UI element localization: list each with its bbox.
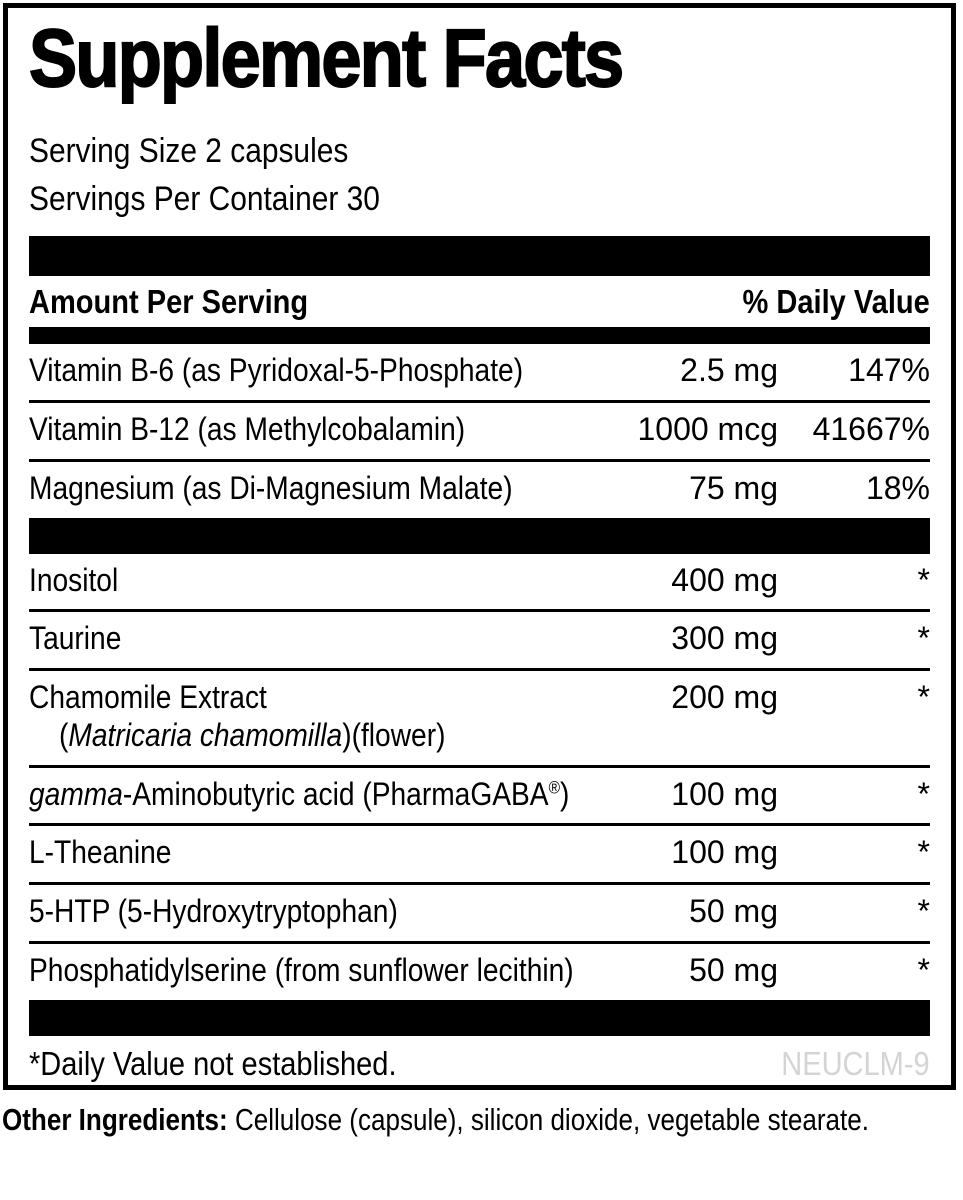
divider-bar-top [29,236,930,276]
page-title [29,13,930,104]
page-title-text: Supplement Facts [29,13,623,104]
serving-size: Serving Size 2 capsules [29,131,349,170]
nutrient-daily-value: 147% [848,352,930,389]
nutrient-amount: 50 mg [689,893,778,930]
servings-per-container: Servings Per Container 30 [29,180,380,219]
nutrient-amount: 400 mg [671,561,778,598]
nutrient-name-segment: Vitamin B-12 (as Methylcobalamin) [29,411,466,448]
divider-bar-bottom [29,1000,930,1036]
nutrient-name-segment: )(flower) [342,716,446,753]
nutrient-amount: 100 mg [671,775,778,812]
nutrient-name-segment: Chamomile Extract [29,679,267,716]
table-header-row [29,276,930,327]
nutrient-row [29,668,930,765]
other-ingredients-label: Other Ingredients: [2,1102,228,1137]
nutrient-name [29,620,620,658]
nutrient-name-segment: Inositol [29,561,119,598]
vitamin-rows-section [29,344,930,517]
nutrient-name-segment: 5-HTP (5-Hydroxytryptophan) [29,893,398,930]
nutrient-name [29,893,620,931]
amount-per-serving-header: Amount Per Serving [29,283,309,321]
nutrient-name-segment: Matricaria chamomilla [68,716,343,753]
nutrient-name [29,952,620,990]
nutrient-subname [29,717,620,755]
nutrient-name [29,562,620,600]
nutrient-amount: 300 mg [671,620,778,657]
nutrient-name-segment: Magnesium (as Di-Magnesium Malate) [29,469,513,506]
nutrient-name [29,679,620,755]
serving-info [29,127,930,224]
nutrient-daily-value: * [917,893,930,930]
nutrient-amount: 1000 mcg [637,411,778,448]
nutrient-daily-value: 18% [865,469,930,506]
nutrient-amount: 100 mg [671,834,778,871]
nutrient-name-segment: ( [59,716,69,753]
nutrient-row [29,823,930,882]
daily-value-footnote: *Daily Value not established. [29,1044,397,1082]
nutrient-name [29,776,620,814]
nutrient-row [29,941,930,1000]
nutrient-row [29,882,930,941]
nutrient-amount: 200 mg [671,679,778,716]
nutrient-daily-value: * [917,620,930,657]
nutrient-name-segment: gamma [29,775,123,812]
nutrient-daily-value: * [917,951,930,988]
nutrient-daily-value: * [917,834,930,871]
product-code: NEUCLM-9 [781,1044,930,1082]
nutrient-name-segment: ® [548,777,560,798]
nutrient-row [29,459,930,518]
nutrient-row [29,344,930,400]
nutrient-name-segment: Phosphatidylserine (from sunflower lecithin) [29,951,574,988]
nutrient-daily-value: 41667% [812,411,930,448]
nutrient-name [29,834,620,872]
nutrient-amount: 50 mg [689,951,778,988]
divider-bar-header [29,327,930,344]
other-ingredients-text: Cellulose (capsule), silicon dioxide, vegetable stearate. [227,1102,869,1137]
nutrient-name-segment: ) [559,775,570,812]
daily-value-header: % Daily Value [742,283,930,321]
blend-rows-section [29,554,930,1000]
nutrient-daily-value: * [917,561,930,598]
other-ingredients-line [2,1102,963,1138]
nutrient-name-segment: L-Theanine [29,834,172,871]
footnote-row [29,1036,930,1090]
nutrient-amount: 2.5 mg [680,352,778,389]
nutrient-row [29,609,930,668]
nutrient-row [29,554,930,610]
divider-bar-middle [29,518,930,554]
nutrient-name-segment: Vitamin B-6 (as Pyridoxal-5-Phosphate) [29,352,524,389]
nutrient-name [29,411,620,449]
nutrient-name-segment: -Aminobutyric acid (PharmaGABA [122,775,549,812]
nutrient-name-segment: Taurine [29,620,122,657]
nutrient-row [29,400,930,459]
nutrient-daily-value: * [917,679,930,716]
supplement-facts-panel [3,3,956,1090]
nutrient-name [29,470,620,508]
nutrient-name [29,352,620,390]
nutrient-daily-value: * [917,775,930,812]
nutrient-amount: 75 mg [689,469,778,506]
nutrient-row [29,765,930,824]
